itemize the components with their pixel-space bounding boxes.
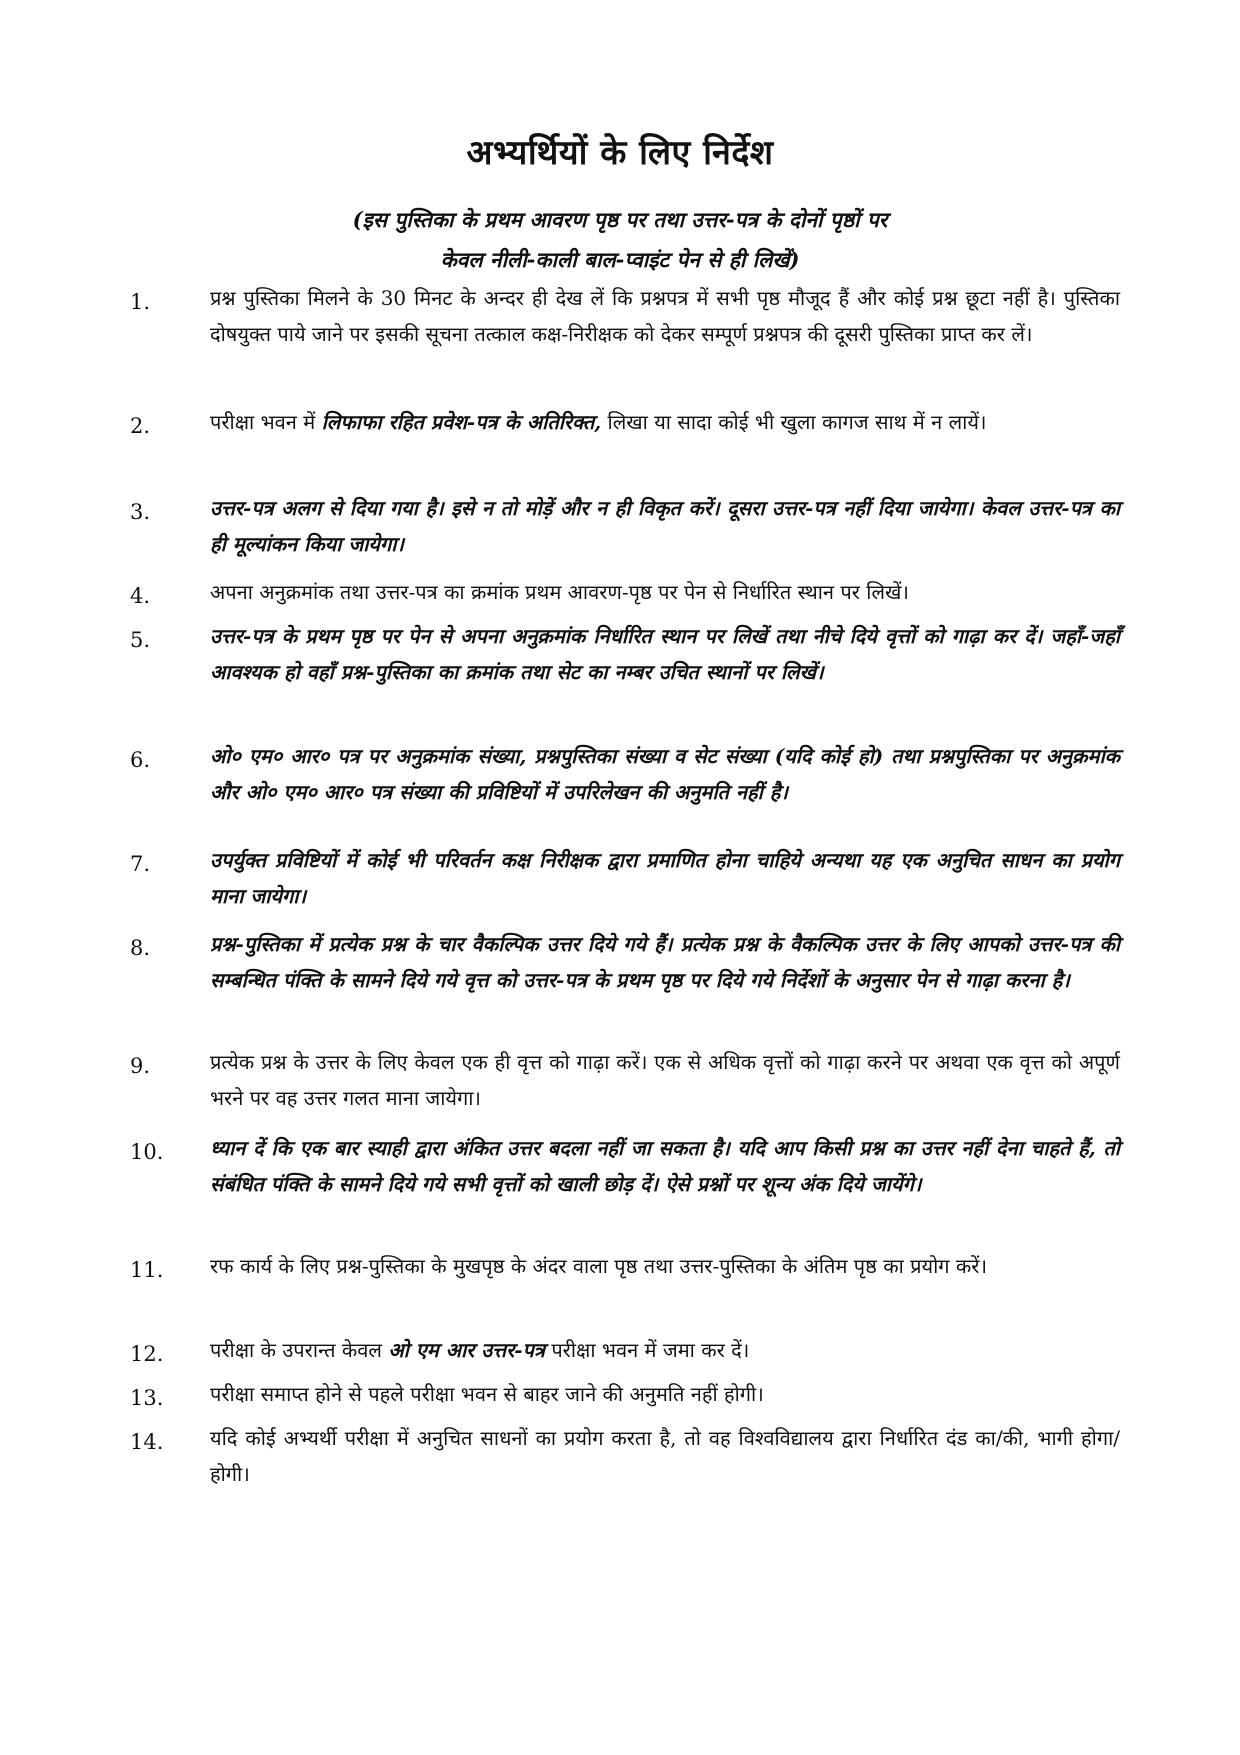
instruction-text: प्रत्येक प्रश्न के उत्तर के लिए केवल एक ही वृत्त को गाढ़ा करें। एक से अधिक वृत्तों को गाढ़ा करने पर अथवा एक वृत्त को अपूर्ण भरने पर वह उत्तर गलत माना जायेगा।	[210, 1050, 1120, 1110]
instruction-item-9	[130, 1044, 1120, 1116]
instruction-item-1	[130, 280, 1120, 352]
instruction-text: उत्तर-पत्र अलग से दिया गया है। इसे न तो मोड़ें और न ही विकृत करें। दूसरा उत्तर-पत्र नहीं दिया जायेगा। केवल उत्तर-पत्र का ही मूल्यांकन किया जायेगा।	[210, 496, 1120, 556]
instruction-number: 4.	[130, 584, 151, 608]
instruction-number: 10.	[130, 1140, 164, 1164]
instruction-item-3	[130, 490, 1120, 562]
instruction-text: अपना अनुक्रमांक तथा उत्तर-पत्र का क्रमांक प्रथम आवरण-पृष्ठ पर पेन से निर्धारित स्थान पर लिखें।	[210, 580, 909, 604]
instruction-text-part: परीक्षा भवन में जमा कर दें।	[544, 1338, 750, 1362]
instruction-item-13	[130, 1376, 1120, 1416]
instruction-item-7	[130, 842, 1120, 914]
instruction-text: प्रश्न-पुस्तिका में प्रत्येक प्रश्न के चार वैकल्पिक उत्तर दिये गये हैं। प्रत्येक प्रश्न के वैकल्पिक उत्तर के लिए आपको उत्तर-पत्र की सम्बन्धित पंक्ति के सामने दिये गये वृत्त को उत्तर-पत्र के प्रथम पृष्ठ पर दिये गये निर्देशों के अनुसार पेन से गाढ़ा करना है।	[210, 932, 1120, 992]
instruction-text-emphasis: ओ एम आर उत्तर-पत्र	[388, 1338, 545, 1362]
instruction-text-part: लिखा या सादा कोई भी खुला कागज साथ में न लायें।	[601, 410, 987, 434]
instruction-text: परीक्षा समाप्त होने से पहले परीक्षा भवन से बाहर जाने की अनुमति नहीं होगी।	[210, 1382, 764, 1406]
instruction-text: उपर्युक्त प्रविष्टियों में कोई भी परिवर्तन कक्ष निरीक्षक द्वारा प्रमाणित होना चाहिये अन्यथा यह एक अनुचित साधन का प्रयोग माना जायेगा।	[210, 848, 1120, 908]
subtitle-line-1: (इस पुस्तिका के प्रथम आवरण पृष्ठ पर तथा उत्तर-पत्र के दोनों पृष्ठों पर	[352, 207, 888, 232]
instruction-text: ओ० एम० आर० पत्र पर अनुक्रमांक संख्या, प्रश्नपुस्तिका संख्या व सेट संख्या (यदि कोई हो) तथा प्रश्नपुस्तिका पर अनुक्रमांक और ओ० एम० आर० पत्र संख्या की प्रविष्टियों में उपरिलेखन की अनुमति नहीं है।	[210, 744, 1120, 804]
instruction-text: रफ कार्य के लिए प्रश्न-पुस्तिका के मुखपृष्ठ के अंदर वाला पृष्ठ तथा उत्तर-पुस्तिका के अंतिम पृष्ठ का प्रयोग करें।	[210, 1254, 988, 1278]
instruction-text-part: परीक्षा भवन में	[210, 410, 322, 434]
instruction-number: 5.	[130, 628, 151, 652]
instruction-number: 12.	[130, 1342, 164, 1366]
instruction-number: 14.	[130, 1430, 164, 1454]
instruction-text: उत्तर-पत्र के प्रथम पृष्ठ पर पेन से अपना अनुक्रमांक निर्धारित स्थान पर लिखें तथा नीचे दिये वृत्तों को गाढ़ा कर दें। जहाँ-जहाँ आवश्यक हो वहाँ प्रश्न-पुस्तिका का क्रमांक तथा सेट का नम्बर उचित स्थानों पर लिखें।	[210, 624, 1120, 684]
instruction-item-6	[130, 738, 1120, 810]
instruction-number: 13.	[130, 1386, 164, 1410]
page-subtitle	[0, 200, 1240, 280]
instruction-number: 11.	[130, 1258, 164, 1282]
instruction-text-part: परीक्षा के उपरान्त केवल	[210, 1338, 389, 1362]
instruction-item-8	[130, 926, 1120, 998]
instruction-item-12	[130, 1332, 1120, 1372]
instruction-item-11	[130, 1248, 1120, 1288]
instruction-text: यदि कोई अभ्यर्थी परीक्षा में अनुचित साधनों का प्रयोग करता है, तो वह विश्वविद्यालय द्वारा निर्धारित दंड का/की, भागी होगा/होगी।	[210, 1426, 1120, 1486]
instruction-number: 8.	[130, 936, 151, 960]
instruction-text-emphasis: लिफाफा रहित प्रवेश-पत्र के अतिरिक्त,	[321, 410, 602, 434]
instruction-text	[210, 1332, 1120, 1368]
instruction-text: ध्यान दें कि एक बार स्याही द्वारा अंकित उत्तर बदला नहीं जा सकता है। यदि आप किसी प्रश्न का उत्तर नहीं देना चाहते हैं, तो संबंधित पंक्ति के सामने दिये गये सभी वृत्तों को खाली छोड़ दें। ऐसे प्रश्नों पर शून्य अंक दिये जायेंगे।	[210, 1136, 1120, 1196]
instruction-item-14	[130, 1420, 1120, 1492]
subtitle-line-2: केवल नीली-काली बाल-प्वाइंट पेन से ही लिखें)	[440, 247, 800, 272]
instruction-item-2	[130, 404, 1120, 444]
instruction-item-10	[130, 1130, 1120, 1202]
instruction-text	[210, 404, 1120, 440]
instruction-number: 7.	[130, 852, 151, 876]
instruction-item-5	[130, 618, 1120, 690]
page-title: अभ्यर्थियों के लिए निर्देश	[466, 133, 774, 173]
instruction-number: 6.	[130, 748, 151, 772]
instruction-number: 9.	[130, 1054, 151, 1078]
instruction-number: 1.	[130, 290, 151, 314]
instruction-number: 2.	[130, 414, 151, 438]
instruction-item-4	[130, 574, 1120, 614]
instruction-number: 3.	[130, 500, 151, 524]
instruction-text: प्रश्न पुस्तिका मिलने के 30 मिनट के अन्दर ही देख लें कि प्रश्नपत्र में सभी पृष्ठ मौजूद हैं और कोई प्रश्न छूटा नहीं है। पुस्तिका दोषयुक्त पाये जाने पर इसकी सूचना तत्काल कक्ष-निरीक्षक को देकर सम्पूर्ण प्रश्नपत्र की दूसरी पुस्तिका प्राप्त कर लें।	[210, 286, 1120, 346]
